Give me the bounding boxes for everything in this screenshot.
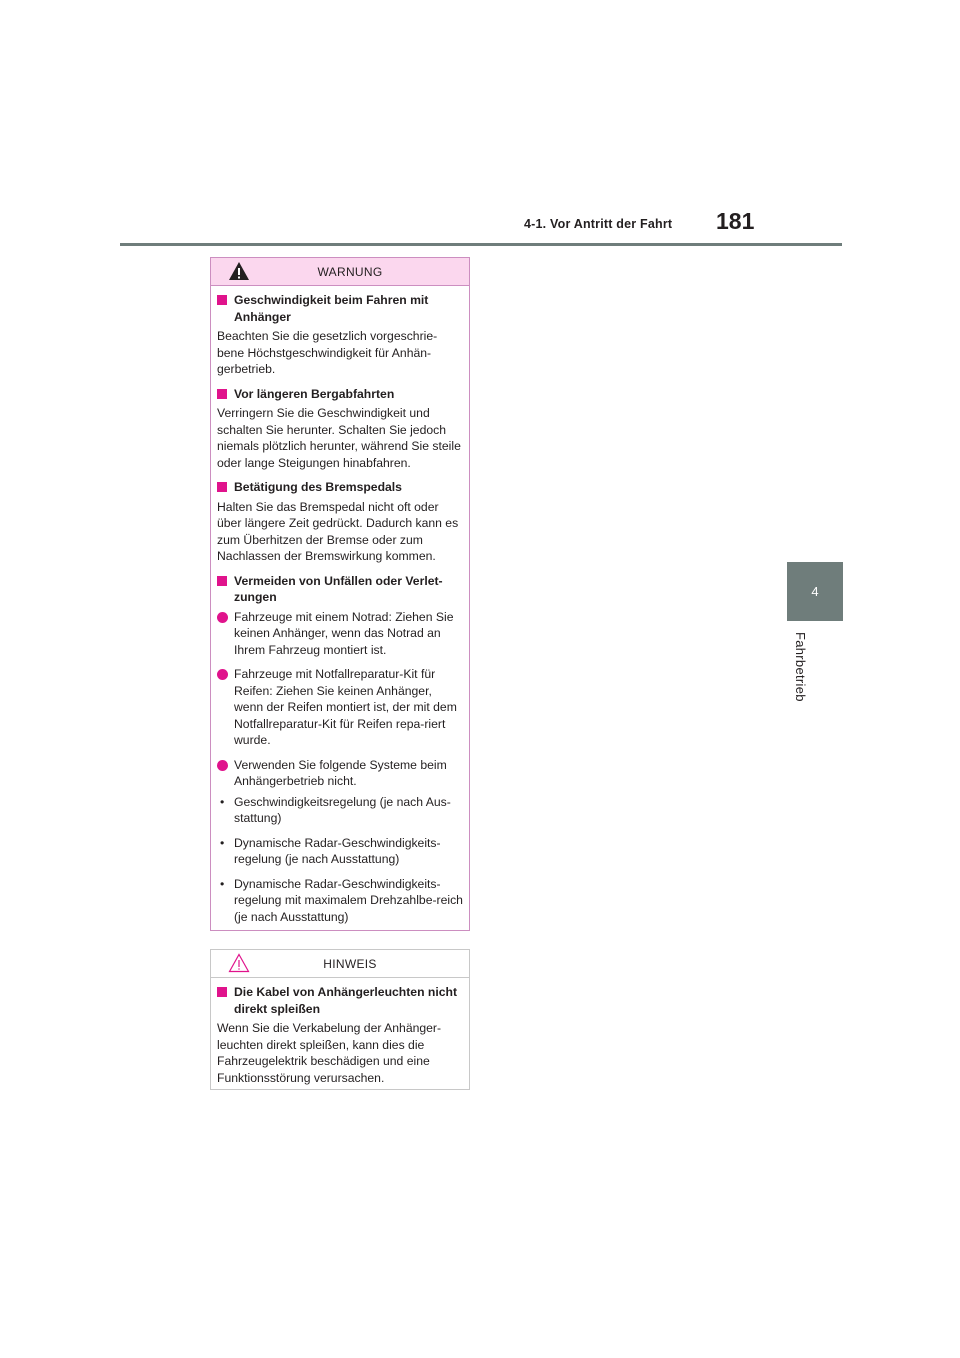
section-heading: Betätigung des Bremspedals (217, 479, 463, 496)
warning-title: WARNUNG (317, 264, 383, 279)
section-text: Halten Sie das Bremspedal nicht oft oder über längere Zeit gedrückt. Dadurch kann es zum Überhitzen der Bremse oder zum Nachlassen der Bremswirkung kommen. (217, 499, 459, 563)
warning-triangle-icon (228, 261, 250, 281)
chapter-label: Fahrbetrieb (793, 632, 808, 702)
section-text: Wenn Sie die Verkabelung der Anhänger-leuchten direkt spleißen, kann dies die Fahrzeugelektrik beschädigen und eine Funktionsstörung verursachen. (217, 1021, 442, 1085)
section-text: Beachten Sie die gesetzlich vorgeschrie-bene Höchstgeschwindigkeit für Anhän-gerbetrieb. (217, 329, 438, 376)
caution-outline-triangle-icon (228, 953, 250, 973)
square-bullet-icon (217, 987, 227, 997)
square-bullet-icon (217, 576, 227, 586)
header-divider (120, 243, 842, 246)
square-bullet-icon (217, 295, 227, 305)
warning-body (211, 286, 469, 925)
note-body (211, 978, 469, 1086)
section-heading: Geschwindigkeit beim Fahren mit Anhänger (217, 292, 463, 325)
square-bullet-icon (217, 482, 227, 492)
chapter-tab[interactable]: 4 (787, 562, 843, 621)
section-heading: Die Kabel von Anhängerleuchten nicht direkt spleißen (217, 984, 463, 1017)
circle-bullet-icon (217, 760, 228, 771)
section-heading: Vermeiden von Unfällen oder Verlet-zungen (217, 573, 463, 606)
warning-header (211, 258, 469, 286)
list-item: Verwenden Sie folgende Systeme beim Anhängerbetrieb nicht. (217, 757, 463, 790)
section-title: 4-1. Vor Antritt der Fahrt (524, 217, 673, 231)
list-item: Fahrzeuge mit einem Notrad: Ziehen Sie keinen Anhänger, wenn das Notrad an Ihrem Fahrzeug montiert ist. (217, 609, 463, 659)
sub-list-item: • Dynamische Radar-Geschwindigkeits-regelung mit maximalem Drehzahlbe-reich (je nach Ausstattung) (220, 876, 463, 924)
note-title: HINWEIS (323, 956, 377, 971)
note-box (210, 949, 470, 1090)
sub-list-item: • Dynamische Radar-Geschwindigkeits-regelung (je nach Ausstattung) (220, 835, 441, 866)
warning-box (210, 257, 470, 931)
section-heading: Vor längeren Bergabfahrten (217, 386, 463, 403)
note-header (211, 950, 469, 978)
page-number: 181 (716, 208, 755, 234)
square-bullet-icon (217, 389, 227, 399)
list-item: Fahrzeuge mit Notfallreparatur-Kit für Reifen: Ziehen Sie keinen Anhänger, wenn der Reifen montiert ist, der mit dem Notfallreparatur-Kit für Reifen repa-riert wurde. (217, 666, 463, 749)
circle-bullet-icon (217, 669, 228, 680)
section-text: Verringern Sie die Geschwindigkeit und schalten Sie herunter. Schalten Sie jedoch niemals plötzlich herunter, während Sie steile oder lange Steigungen hinabfahren. (217, 406, 461, 470)
sub-list-item: • Geschwindigkeitsregelung (je nach Aus-stattung) (220, 794, 451, 825)
circle-bullet-icon (217, 612, 228, 623)
